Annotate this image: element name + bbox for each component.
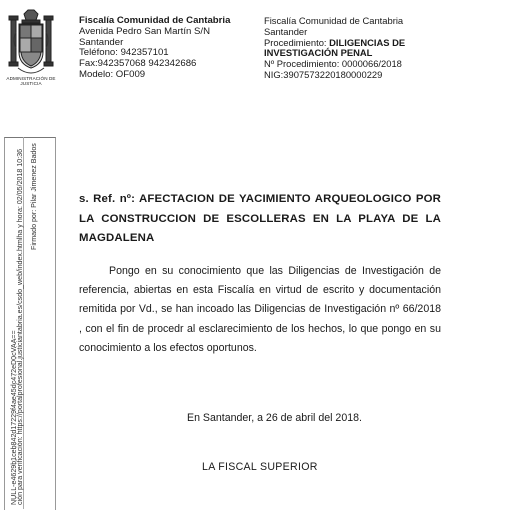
place-date: En Santander, a 26 de abril del 2018. <box>187 412 362 424</box>
sender-phone: Teléfono: 942357101 <box>79 47 169 59</box>
nig-number: NIG:3907573220180000229 <box>264 68 383 80</box>
sender-address: Avenida Pedro San Martín S/N <box>79 25 211 37</box>
sender-model: Modelo: OF009 <box>79 68 146 80</box>
emblem-caption: ADMINISTRACIÓN DE JUSTICIA <box>6 76 56 87</box>
procedure-value: DILIGENCIAS DE <box>329 36 406 48</box>
reference-subject: s. Ref. nº: AFECTACION DE YACIMIENTO ARQUEOLOGICO POR LA CONSTRUCCION DE ESCOLLERAS EN LA PLAYA DE LA MAGDALENA <box>79 193 441 244</box>
signed-by-line <box>30 143 38 250</box>
procedure-org: Fiscalía Comunidad de Cantabria <box>264 15 404 26</box>
sender-org: Fiscalía Comunidad de Cantabria <box>79 15 231 26</box>
body-paragraph: Pongo en su conocimiento que las Diligencias de Investigación de referencia, abiertas en esta Fiscalía en virtud de escrito y documentación remitida por Vd., se han incoado las Diligencias de Investigación nº 66/2018 , con el fin de procedr al esclarecimiento de los hechos, lo que pongo en su conocimiento a los efectos oportunos. <box>79 265 441 354</box>
procedure-block <box>264 16 405 81</box>
procedure-city: Santander <box>264 25 308 37</box>
procedure-number: Nº Procedimiento: 0000066/2018 <box>264 58 402 70</box>
verification-url: ción para verificación: https://portalprofesional.justiciantabria.es/csdo_web/index.html <box>16 237 24 505</box>
sender-fax: Fax:942357068 942342686 <box>79 58 197 70</box>
verification-code: NULL-e4629b1ceb842d17229f4ae45dc472eD0cVAA== <box>10 330 18 505</box>
signer-title: LA FISCAL SUPERIOR <box>202 461 318 473</box>
signed-by: Firmado por: Pilar Jimenez Bados <box>30 143 38 250</box>
procedure-label: Procedimiento: <box>264 36 330 48</box>
sender-block <box>79 16 230 81</box>
signature-datetime: ha y hora: 02/05/2018 10:36 <box>16 148 24 238</box>
procedure-value-cont: INVESTIGACIÓN PENAL <box>264 47 373 59</box>
sender-city: Santander <box>79 36 124 48</box>
verification-url-line <box>16 149 24 505</box>
